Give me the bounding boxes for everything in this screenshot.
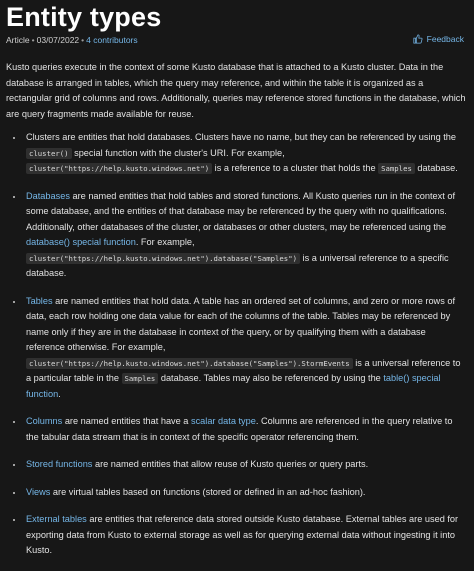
feedback-icon [413,34,423,44]
list-item-views: • Views are virtual tables based on functions (stored or defined in an ad-hoc fashion). [24,485,466,501]
list-item-stored-functions: • Stored functions are named entities that allow reuse of Kusto queries or query parts. [24,457,466,473]
inline-code: cluster("https://help.kusto.windows.net").database("Samples").StormEvents [26,358,353,369]
list-item-tables: • Tables are named entities that hold data. A table has an ordered set of columns, and zero or more rows of data, each row holding one data value for each of the columns of the table. Tables may be referenced by name only if they are in the database in context of the query, or by qualifying them with a database reference otherwise. For example, cluster("https://help.kusto.windows.net").database("Samples").StormEvents is a universal reference to a particular table in the Samples database. Tables may also be referenced by using the table() special function. [24,294,466,403]
inline-code: cluster("https://help.kusto.windows.net") [26,163,212,174]
scalar-data-type-link[interactable]: scalar data type [190,416,256,426]
database-function-link[interactable]: database() special function [26,237,136,247]
tables-link[interactable]: Tables [26,295,53,306]
inline-code: cluster("https://help.kusto.windows.net").database("Samples") [26,253,300,264]
list-item-clusters: • Clusters are entities that hold databases. Clusters have no name, but they can be referenced by using the cluster() special function with the cluster's URI. For example, cluster("https://help.kusto.windows.net") is a reference to a cluster that holds the Samples database. [24,130,466,177]
list-item-columns: • Columns are named entities that have a scalar data type. Columns are referenced in the query relative to the tabular data stream that is in context of the specific operator referencing them. [24,414,466,445]
inline-code: Samples [122,373,159,384]
columns-link[interactable]: Columns [26,416,63,426]
feedback-button[interactable] [413,34,464,44]
feedback-label: Feedback [426,34,464,44]
views-link[interactable]: Views [26,486,51,497]
page-title: Entity types [6,2,162,32]
table-function-link[interactable]: table() special function [26,373,441,399]
article-body [6,60,466,571]
intro-paragraph: Kusto queries execute in the context of some Kusto database that is attached to a Kusto cluster. Data in the database is arranged in tables, which the query may reference, and within the table it is organized as a rectangular grid of columns and rows. Additionally, queries may reference stored functions in the database, which are query fragments made available for reuse. [6,62,466,119]
article-type: Article [6,35,30,45]
stored-functions-link[interactable]: Stored functions [26,459,93,469]
article-meta: Article • 03/07/2022 • 4 contributors [6,35,138,45]
entity-list [6,130,466,559]
contributors-link[interactable]: 4 contributors [86,35,138,45]
list-item-databases: • Databases are named entities that hold tables and stored functions. All Kusto queries run in the context of some database, and the entities of that database may be referenced by the query with no qualifications. Additionally, other databases of the cluster, or databases or other clusters, may be referenced using the database() special function. For example, cluster("https://help.kusto.windows.net").database("Samples") is a universal reference to a specific database. [24,189,466,282]
inline-code: cluster() [26,148,72,159]
list-item-external-tables: • External tables are entities that reference data stored outside Kusto database. External tables are used for exporting data from Kusto to external storage as well as for querying external data without ingesting it into Kusto. [24,512,466,559]
article-date: 03/07/2022 [36,35,80,45]
inline-code: Samples [378,163,415,174]
external-tables-link[interactable]: External tables [26,514,87,524]
databases-link[interactable]: Databases [26,190,70,201]
